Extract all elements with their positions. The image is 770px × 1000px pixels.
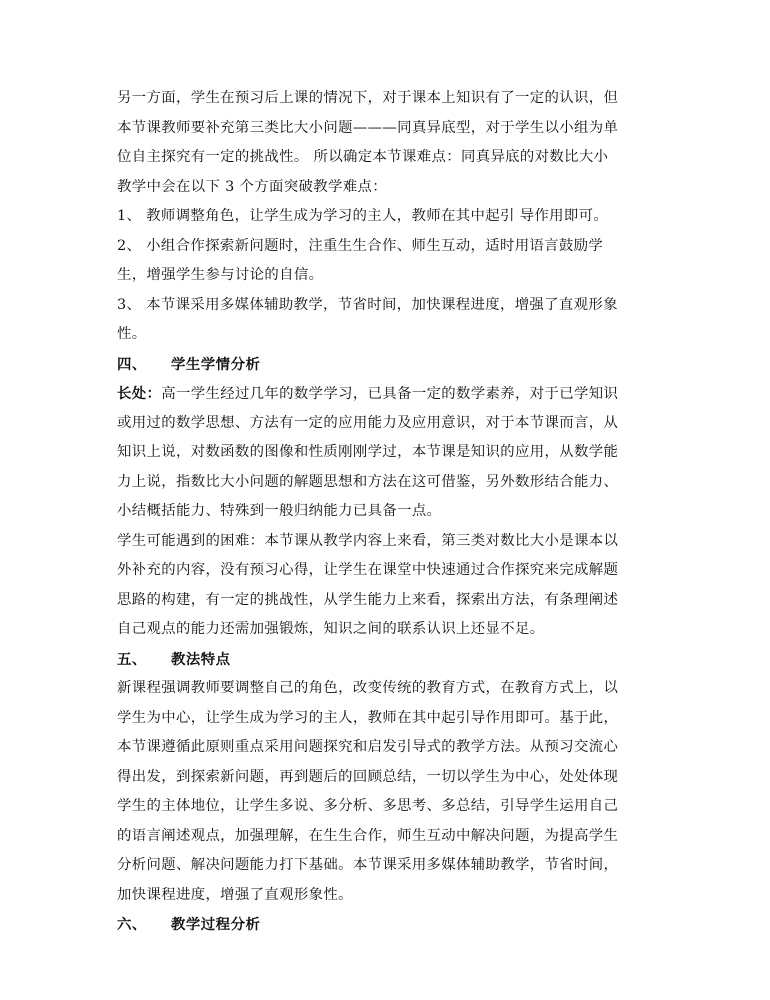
paragraph-line: 的语言阐述观点，加强理解，在生生合作，师生互动中解决问题，为提高学生 [117, 827, 619, 844]
list-item-continuation: 生，增强学生参与讨论的自信。 [117, 267, 324, 283]
paragraph-line: 学生的主体地位，让学生多说、多分析、多思考、多总结，引导学生运用自己 [117, 798, 619, 814]
list-item: 2、 小组合作探索新问题时，注重生生合作、师生互动，适时用语言鼓励学 [117, 237, 604, 254]
section-title: 教学过程分析 [171, 916, 261, 933]
paragraph-line: 本节课教师要补充第三类比大小问题———同真异底型，对于学生以小组为单 [117, 119, 619, 136]
paragraph-line: 位自主探究有一定的挑战性。 所以确定本节课难点：同真异底的对数比大小 [117, 149, 609, 165]
paragraph-line: 自己观点的能力还需加强锻炼，知识之间的联系认识上还显不足。 [117, 621, 545, 637]
paragraph-line: 分析问题、解决问题能力打下基础。本节课采用多媒体辅助教学，节省时间， [117, 857, 619, 873]
document-page [117, 84, 657, 940]
section-number: 五、 [117, 650, 147, 668]
section-heading-5 [117, 645, 657, 675]
paragraph-line: 力上说，指数比大小问题的解题思想和方法在这可借鉴，另外数形结合能力、 [117, 473, 619, 490]
paragraph-line: 教学中会在以下 3 个方面突破教学难点： [117, 178, 387, 195]
list-item-continuation: 性。 [117, 326, 147, 342]
section-title: 教法特点 [171, 650, 231, 668]
paragraph-line: 本节课遵循此原则重点采用问题探究和启发引导式的教学方法。从预习交流心 [117, 739, 619, 755]
paragraph-line: 加快课程进度，增强了直观形象性。 [117, 886, 353, 903]
list-item: 3、 本节课采用多媒体辅助教学，节省时间，加快课程进度，增强了直观形象 [117, 296, 618, 313]
paragraph-line: 另一方面，学生在预习后上课的情况下，对于课本上知识有了一定的认识，但 [117, 90, 619, 106]
section-heading-6 [117, 910, 657, 940]
section-title: 学生学情分析 [171, 355, 261, 373]
section-heading-4 [117, 350, 657, 380]
section-number: 六、 [117, 916, 147, 933]
paragraph-line: 小结概括能力、特殊到一般归纳能力已具备一点。 [117, 503, 442, 519]
paragraph-line: 得出发，到探索新问题，再到题后的回顾总结，一切以学生为中心，处处体现 [117, 768, 619, 785]
paragraph-line: 学生为中心，让学生成为学习的主人，教师在其中起引导作用即可。基于此， [117, 709, 619, 726]
paragraph-line: 新课程强调教师要调整自己的角色，改变传统的教育方式，在教育方式上，以 [117, 680, 619, 696]
list-item: 1、 教师调整角色，让学生成为学习的主人，教师在其中起引 导作用即可。 [117, 208, 609, 224]
strengths-text: 高一学生经过几年的数学学习，已具备一定的数学素养，对于已学知识 [161, 386, 619, 402]
paragraph-line [117, 379, 657, 409]
paragraph-line: 外补充的内容，没有预习心得，让学生在课堂中快速通过合作探究来完成解题 [117, 562, 619, 578]
strengths-label: 长处： [117, 385, 162, 402]
paragraph-line: 知识上说，对数函数的图像和性质刚刚学过，本节课是知识的应用，从数学能 [117, 444, 619, 460]
paragraph-line: 思路的构建，有一定的挑战性，从学生能力上来看，探索出方法，有条理阐述 [117, 591, 619, 608]
paragraph-line: 学生可能遇到的困难：本节课从教学内容上来看，第三类对数比大小是课本以 [117, 532, 619, 549]
paragraph-line: 或用过的数学思想、方法有一定的应用能力及应用意识，对于本节课而言，从 [117, 414, 619, 431]
section-number: 四、 [117, 355, 147, 373]
